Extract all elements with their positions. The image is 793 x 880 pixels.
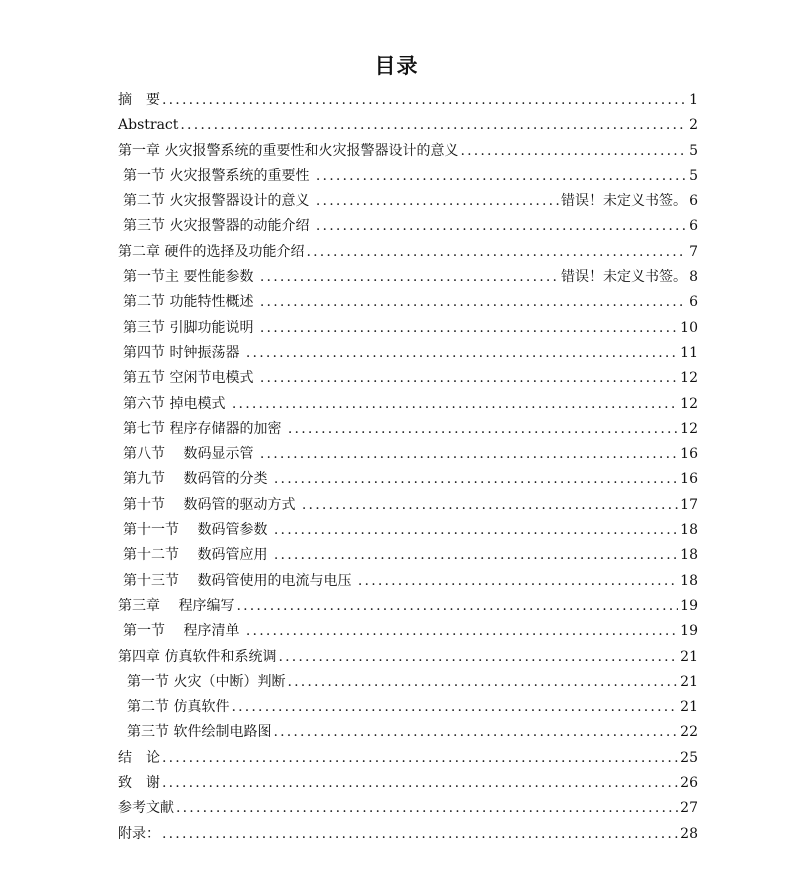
toc-entry-label: 结 论 <box>118 749 160 766</box>
toc-dot-leader <box>316 214 686 239</box>
toc-entry-page-number: 21 <box>680 699 698 716</box>
toc-entry-label: 第十一节 数码管参数 <box>123 522 272 539</box>
toc-entry-page-number: 16 <box>680 471 698 488</box>
toc-entry-label: 附录： <box>118 825 160 842</box>
toc-entry-label: 参考文献 <box>118 800 174 817</box>
toc-entry-page-number: 5 <box>689 167 698 184</box>
toc-entry-label: 第六节 掉电模式 <box>123 395 230 412</box>
toc-entry-label: 第二节 仿真软件 <box>127 699 230 716</box>
toc-entry-page-number: 28 <box>680 825 698 842</box>
toc-dot-leader <box>260 442 678 467</box>
toc-entry-page-number: 12 <box>680 420 698 437</box>
toc-dot-leader <box>260 316 678 341</box>
toc-dot-leader <box>460 139 686 164</box>
toc-dot-leader <box>358 569 678 594</box>
toc-dot-leader <box>260 290 686 315</box>
toc-entry[interactable] <box>118 265 698 290</box>
toc-dot-leader <box>231 695 678 720</box>
toc-entry-page-number: 2 <box>689 117 698 134</box>
toc-entry-label: 第三节 火灾报警器的动能介绍 <box>123 218 314 235</box>
toc-entry[interactable] <box>118 645 698 670</box>
toc-entry[interactable] <box>118 88 698 113</box>
toc-entry-label: 第四节 时钟振荡器 <box>123 344 244 361</box>
toc-entry[interactable] <box>118 392 698 417</box>
toc-entry-page-number: 5 <box>689 142 698 159</box>
toc-entry-page-number: 26 <box>680 775 698 792</box>
toc-entry-page-number: 16 <box>680 446 698 463</box>
toc-entry-page-number: 18 <box>680 572 698 589</box>
toc-dot-leader <box>274 467 678 492</box>
toc-title: 目录 <box>374 54 419 78</box>
toc-entry-label: 第一节 程序清单 <box>123 623 244 640</box>
toc-dot-leader <box>316 189 559 214</box>
toc-dot-leader <box>246 341 678 366</box>
toc-entry[interactable] <box>118 214 698 239</box>
toc-entry-label: 第十三节 数码管使用的电流与电压 <box>123 572 356 589</box>
toc-entry-label: 第十节 数码管的驱动方式 <box>123 496 300 513</box>
toc-entry[interactable] <box>118 366 698 391</box>
toc-entry[interactable] <box>118 493 698 518</box>
toc-entry-label: 第八节 数码显示管 <box>123 446 258 463</box>
toc-dot-leader <box>288 417 678 442</box>
toc-entry[interactable] <box>118 189 698 214</box>
toc-entry-label: 第四章 仿真软件和系统调 <box>118 648 277 665</box>
toc-dot-leader <box>260 366 678 391</box>
toc-entry-page-number: 25 <box>680 749 698 766</box>
toc-entry-page-number: 22 <box>680 724 698 741</box>
toc-dot-leader <box>287 670 678 695</box>
toc-entry[interactable] <box>118 467 698 492</box>
toc-entry-label: 第五节 空闲节电模式 <box>123 370 258 387</box>
toc-entry-page-number: 19 <box>680 623 698 640</box>
table-of-contents <box>118 88 698 847</box>
toc-entry[interactable] <box>118 720 698 745</box>
toc-entry-page-number: 21 <box>680 673 698 690</box>
toc-entry-label: 第一节 火灾报警系统的重要性 <box>123 167 314 184</box>
toc-entry-label: 第三节 软件绘制电路图 <box>127 724 272 741</box>
toc-entry-label: 第七节 程序存储器的加密 <box>123 420 286 437</box>
toc-entry[interactable] <box>118 417 698 442</box>
toc-entry[interactable] <box>118 670 698 695</box>
toc-entry[interactable] <box>118 695 698 720</box>
toc-entry-page-number: 6 <box>689 193 698 210</box>
toc-entry-label: 第九节 数码管的分类 <box>123 471 272 488</box>
toc-entry[interactable] <box>118 113 698 138</box>
toc-dot-leader <box>274 518 678 543</box>
toc-entry-label: 致 谢 <box>118 775 160 792</box>
toc-entry-page-number: 17 <box>680 496 698 513</box>
toc-entry-label: 第三章 程序编写 <box>118 597 235 614</box>
toc-dot-leader <box>232 392 678 417</box>
toc-entry-page-number: 6 <box>689 294 698 311</box>
toc-dot-leader <box>246 619 678 644</box>
toc-entry[interactable] <box>118 619 698 644</box>
toc-entry[interactable] <box>118 139 698 164</box>
toc-dot-leader <box>162 746 678 771</box>
toc-entry-label: 摘 要 <box>118 92 160 108</box>
toc-entry[interactable] <box>118 543 698 568</box>
toc-entry-page-number: 12 <box>680 370 698 387</box>
toc-entry[interactable] <box>118 341 698 366</box>
toc-entry-page-number: 18 <box>680 522 698 539</box>
toc-entry-label: 第二节 火灾报警器设计的意义 <box>123 193 314 210</box>
toc-entry-label: 第二节 功能特性概述 <box>123 294 258 311</box>
toc-dot-leader <box>180 113 686 138</box>
toc-dot-leader <box>278 645 678 670</box>
toc-dot-leader <box>162 771 678 796</box>
toc-entry[interactable] <box>118 594 698 619</box>
toc-entry-page-number: 8 <box>689 269 698 286</box>
toc-entry-label: 第一章 火灾报警系统的重要性和火灾报警器设计的意义 <box>118 142 459 159</box>
toc-entry-label: 第十二节 数码管应用 <box>123 547 272 564</box>
toc-entry[interactable] <box>118 796 698 821</box>
toc-entry-page-number: 11 <box>680 344 698 361</box>
toc-entry-page-number: 18 <box>680 547 698 564</box>
toc-entry[interactable] <box>118 569 698 594</box>
toc-entry-page-number: 12 <box>680 395 698 412</box>
toc-dot-leader <box>274 543 678 568</box>
toc-entry-label: Abstract <box>118 117 179 134</box>
toc-dot-leader <box>316 164 686 189</box>
toc-entry-label: 第一节 火灾（中断）判断 <box>127 673 286 690</box>
toc-entry[interactable] <box>118 518 698 543</box>
toc-dot-leader <box>162 822 678 847</box>
toc-entry-label: 第一节主 要性能参数 <box>123 269 258 286</box>
toc-entry-page-number: 7 <box>689 243 698 260</box>
toc-entry[interactable] <box>118 771 698 796</box>
toc-entry-page-number: 10 <box>680 319 698 336</box>
toc-dot-leader <box>162 88 686 113</box>
toc-entry[interactable] <box>118 442 698 467</box>
toc-entry[interactable] <box>118 746 698 771</box>
toc-dot-leader <box>236 594 678 619</box>
toc-entry-page-number: 27 <box>680 800 698 817</box>
toc-entry-page-number: 21 <box>680 648 698 665</box>
toc-entry[interactable] <box>118 290 698 315</box>
toc-entry-page-number: 1 <box>689 92 698 108</box>
toc-entry-error-note: 错误！未定义书签。 <box>561 269 687 286</box>
toc-entry-label: 第二章 硬件的选择及功能介绍 <box>118 243 305 260</box>
toc-entry-page-number: 6 <box>689 218 698 235</box>
toc-entry[interactable] <box>118 164 698 189</box>
toc-dot-leader <box>260 265 559 290</box>
toc-dot-leader <box>306 240 686 265</box>
toc-entry-label: 第三节 引脚功能说明 <box>123 319 258 336</box>
toc-entry[interactable] <box>118 822 698 847</box>
toc-dot-leader <box>273 720 678 745</box>
toc-entry-error-note: 错误！未定义书签。 <box>561 193 687 210</box>
toc-dot-leader <box>176 796 678 821</box>
toc-entry-page-number: 19 <box>680 597 698 614</box>
toc-dot-leader <box>302 493 678 518</box>
toc-entry[interactable] <box>118 240 698 265</box>
toc-entry[interactable] <box>118 316 698 341</box>
